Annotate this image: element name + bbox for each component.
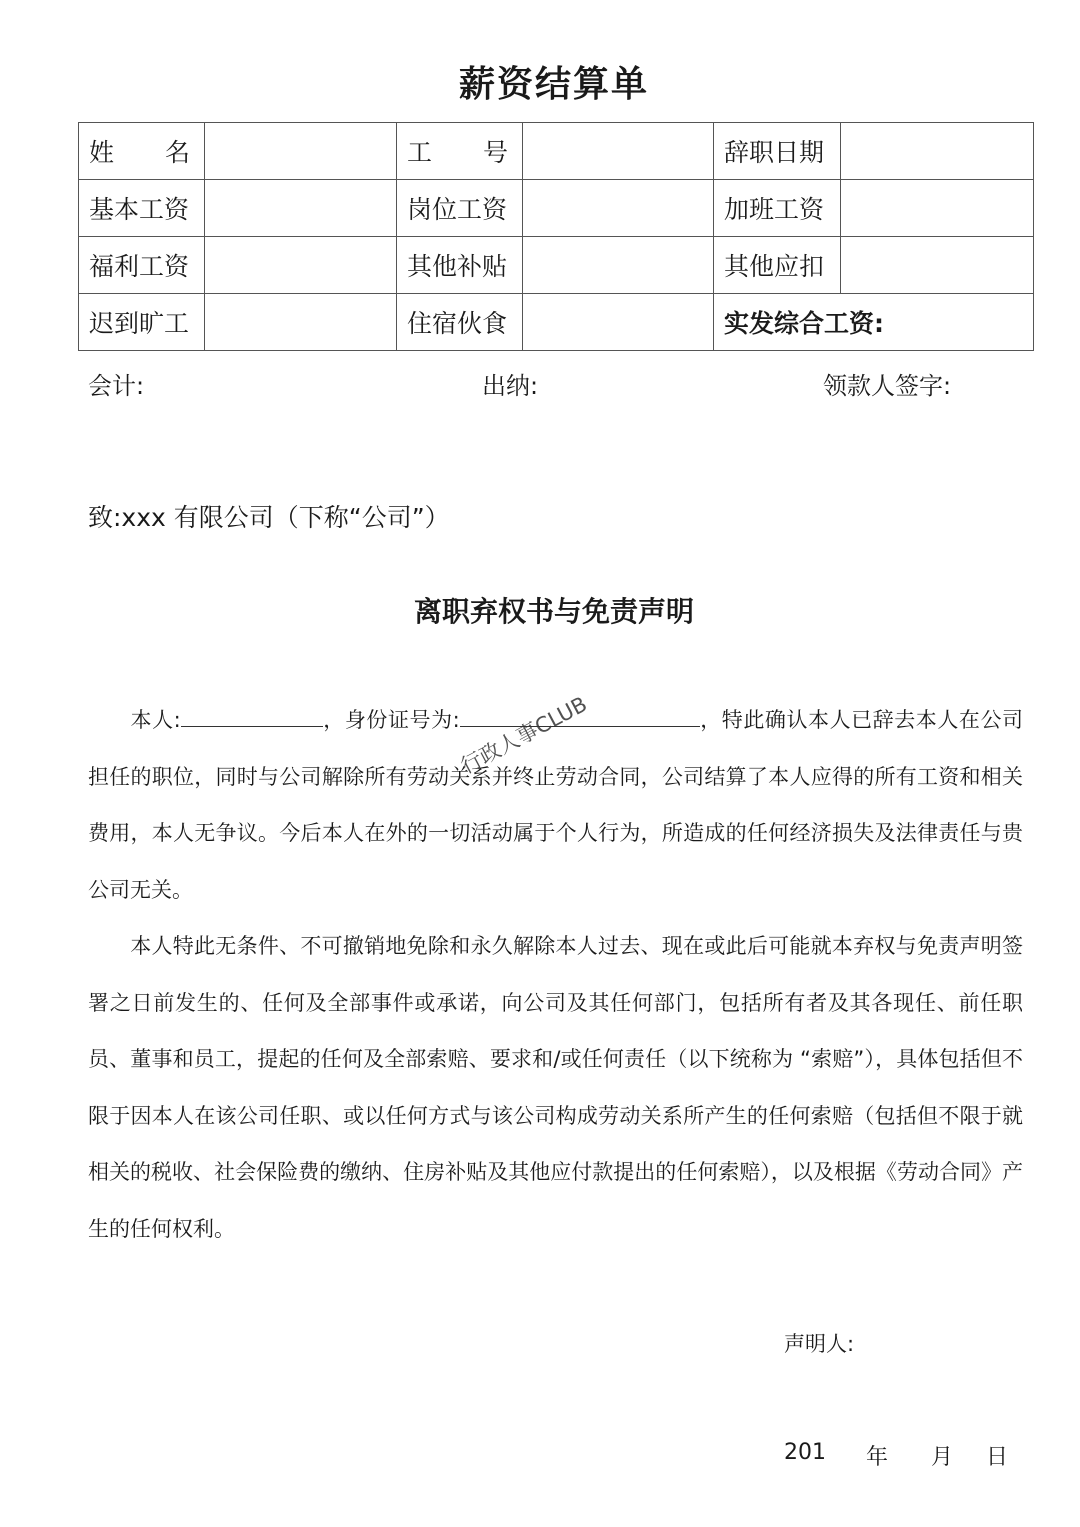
table-row: [79, 123, 1034, 180]
value-name[interactable]: [205, 123, 397, 180]
value-welfare-salary[interactable]: [205, 237, 397, 294]
label-resign-date: 辞职日期: [714, 123, 841, 180]
label-late-absence: 迟到旷工: [79, 294, 205, 351]
value-late-absence[interactable]: [205, 294, 397, 351]
label-base-salary: 基本工资: [79, 180, 205, 237]
date-month-label: 月: [931, 1445, 954, 1470]
accountant-label: 会计:: [88, 372, 145, 400]
table-row: [79, 237, 1034, 294]
value-overtime-salary[interactable]: [841, 180, 1034, 237]
name-blank[interactable]: [181, 705, 323, 727]
watermark: 行政人事CLUB: [456, 691, 591, 779]
salary-form-title: 薪资结算单: [458, 64, 649, 105]
value-other-subsidy[interactable]: [523, 237, 714, 294]
declarant-label: 声明人:: [784, 1332, 855, 1356]
value-employee-id[interactable]: [523, 123, 714, 180]
value-position-salary[interactable]: [523, 180, 714, 237]
value-resign-date[interactable]: [841, 123, 1034, 180]
label-name: 姓 名: [79, 123, 205, 180]
label-overtime-salary: 加班工资: [714, 180, 841, 237]
addressee: 致:xxx 有限公司（下称“公司”）: [88, 503, 450, 532]
salary-table: [78, 122, 1034, 351]
label-other-deduction: 其他应扣: [714, 237, 841, 294]
waiver-paragraph-1: 本人: ，身份证号为: ，特此确认本人已辞去本人在公司担任的职位，同时与公司解除所有劳动关系并终止劳动合同，公司结算了本人应得的所有工资和相关费用，本人无争议。今后本人在外的一切活动属于个人行为，所造成的任何经济损失及法律责任与贵公司无关。: [88, 692, 1023, 918]
label-other-subsidy: 其他补贴: [397, 237, 523, 294]
date-year: 201: [784, 1440, 826, 1465]
label-welfare-salary: 福利工资: [79, 237, 205, 294]
recipient-signature-label: 领款人签字:: [823, 372, 952, 400]
label-position-salary: 岗位工资: [397, 180, 523, 237]
waiver-paragraph-2: 本人特此无条件、不可撤销地免除和永久解除本人过去、现在或此后可能就本弃权与免责声明签署之日前发生的、任何及全部事件或承诺，向公司及其任何部门，包括所有者及其各现任、前任职员、董事和员工，提起的任何及全部索赔、要求和/或任何责任（以下统称为 “索赔”），具体包括但不限于因本人在该公司任职、或以任何方式与该公司构成劳动关系所产生的任何索赔（包括但不限于就相关的税收、社会保险费的缴纳、住房补贴及其他应付款提出的任何索赔），以及根据《劳动合同》产生的任何权利。: [88, 934, 1023, 1241]
label-employee-id: 工 号: [397, 123, 523, 180]
value-base-salary[interactable]: [205, 180, 397, 237]
date-day-label: 日: [986, 1445, 1009, 1470]
value-other-deduction[interactable]: [841, 237, 1034, 294]
date-year-label: 年: [866, 1445, 889, 1470]
label-board-lodging: 住宿伙食: [397, 294, 523, 351]
table-row: [79, 294, 1034, 351]
label-net-pay: 实发综合工资:: [714, 294, 1034, 351]
cashier-label: 出纳:: [482, 372, 539, 400]
waiver-title: 离职弃权书与免责声明: [413, 595, 694, 628]
table-row: [79, 180, 1034, 237]
value-board-lodging[interactable]: [523, 294, 714, 351]
